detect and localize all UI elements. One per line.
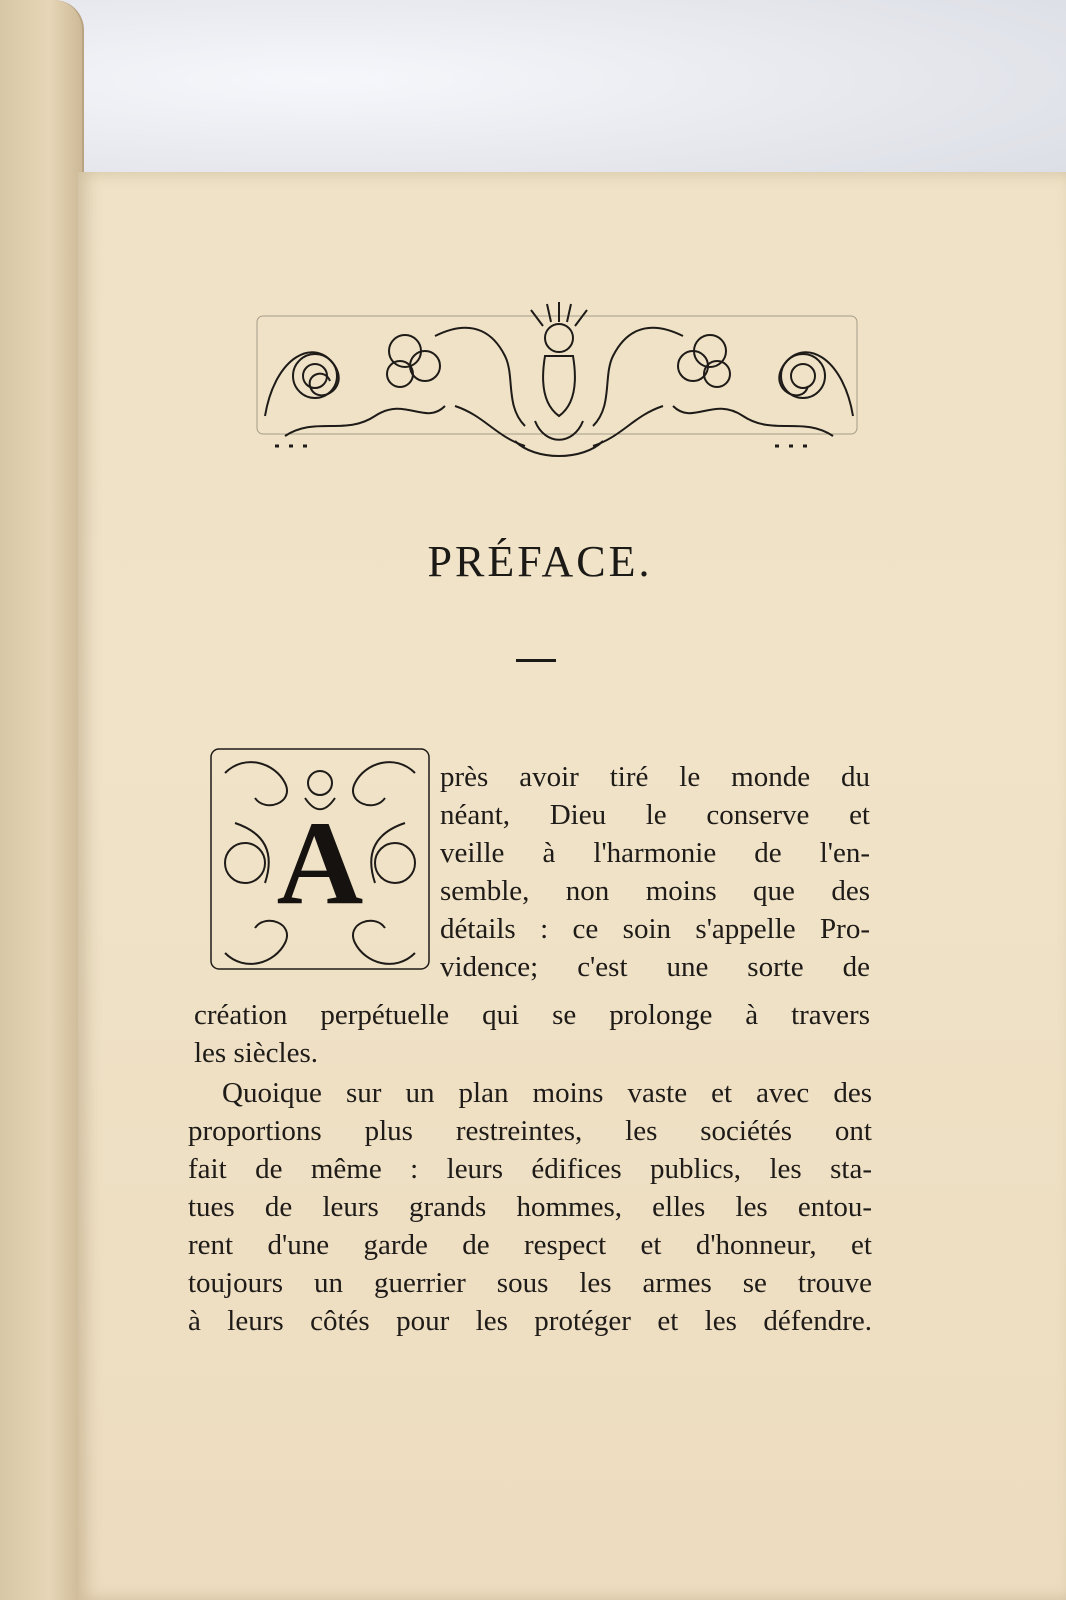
text-line: détails : ce soin s'appelle Pro- [440,913,870,945]
text-line: proportions plus restreintes, les sociétés ont [188,1115,872,1147]
paragraph-2 [188,1074,872,1340]
text-line: néant, Dieu le conserve et [440,799,870,831]
text-line: tues de leurs grands hommes, elles les entou- [188,1191,872,1223]
text-line: veille à l'harmonie de l'en- [440,837,870,869]
text-line: les siècles. [194,1037,319,1069]
text-line: à leurs côtés pour les protéger et les défendre. [188,1305,872,1337]
text-line: fait de même : leurs édifices publics, les sta- [188,1153,872,1185]
background-cloth [0,0,1066,200]
text-line: Quoique sur un plan moins vaste et avec des [222,1077,872,1109]
text-line: vidence; c'est une sorte de [440,951,870,983]
text-line: rent d'une garde de respect et d'honneur, et [188,1229,872,1261]
text-line: semble, non moins que des [440,875,870,907]
page-title: PRÉFACE. [427,537,653,586]
dropcap-letter: A [276,796,364,929]
left-page-edge [0,0,84,1600]
head-ornament-illustration [255,296,863,466]
text-line: création perpétuelle qui se prolonge à travers [194,999,870,1031]
decorated-initial-illustration [205,743,435,983]
text-line: près avoir tiré le monde du [440,761,870,793]
paragraph-1-lines-indented [440,758,870,986]
paragraph-1-lines-full [194,996,870,1072]
title-rule-divider [516,659,556,662]
text-line: toujours un guerrier sous les armes se trouve [188,1267,872,1299]
